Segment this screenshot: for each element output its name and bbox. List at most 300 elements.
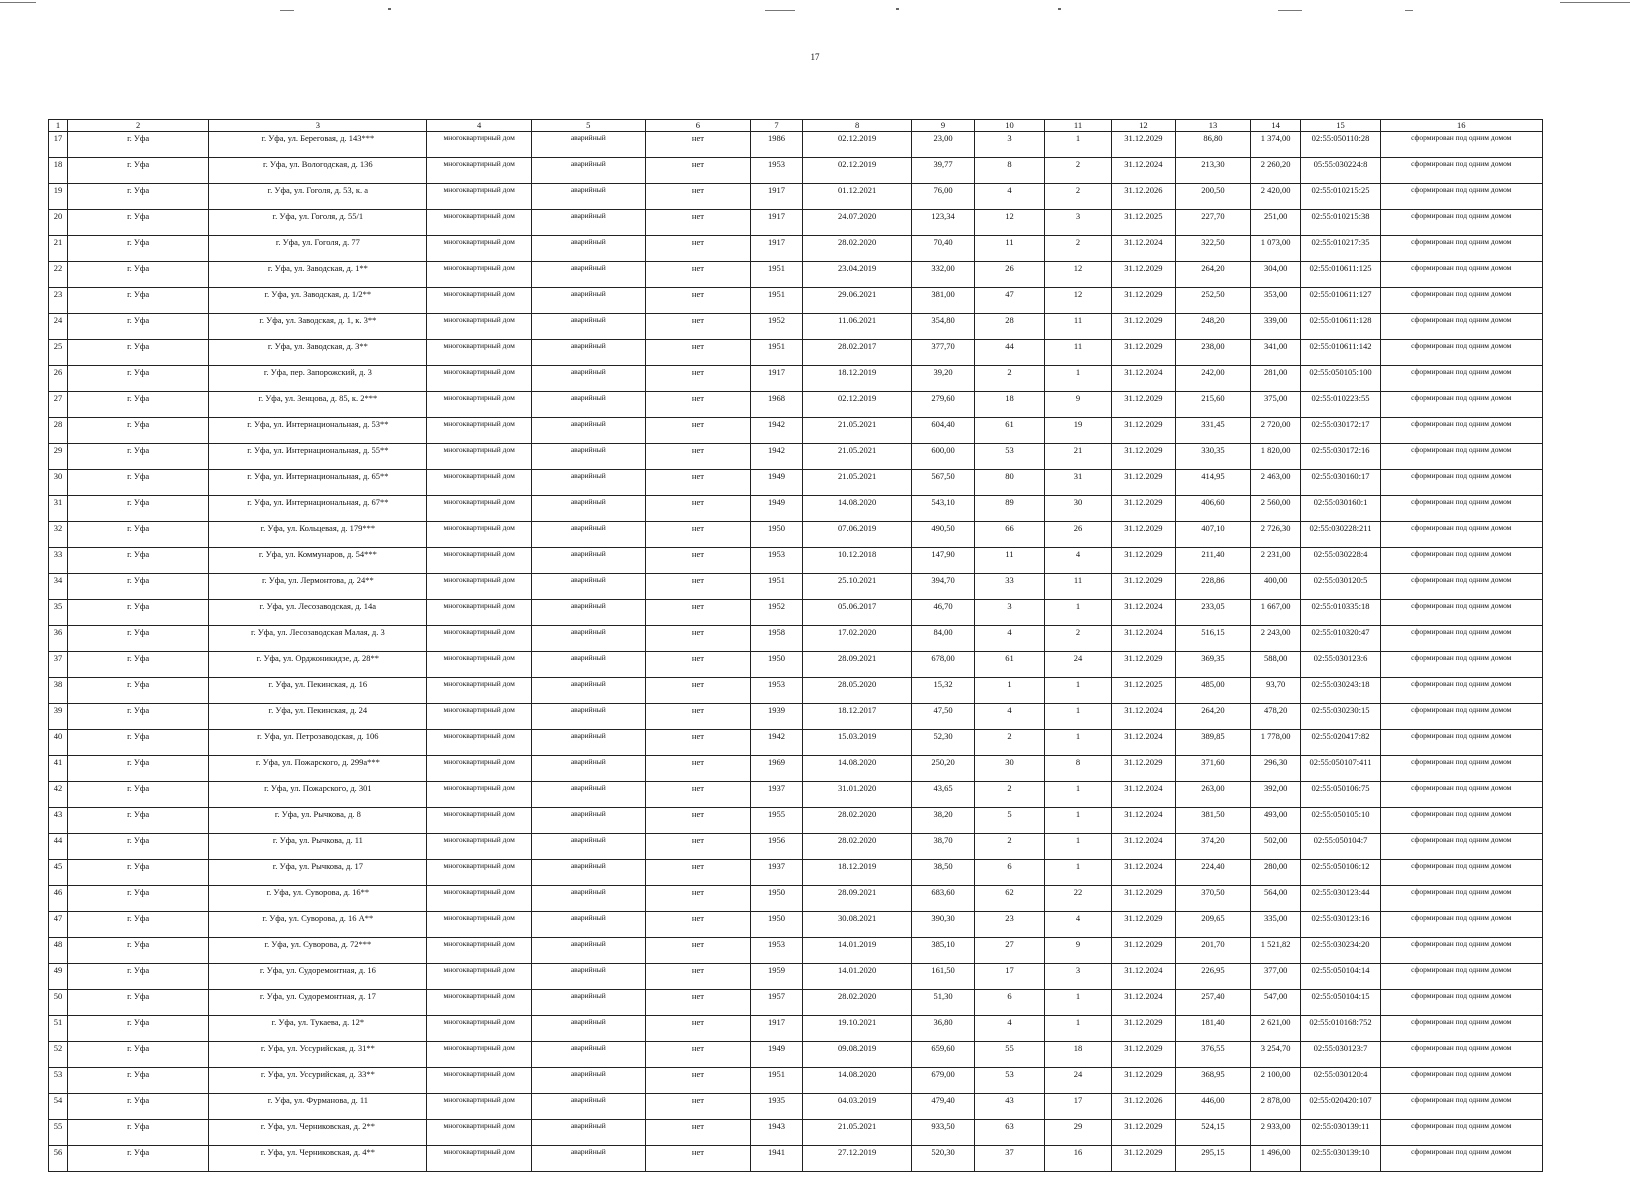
- cell-land-area: 2 726,30: [1250, 522, 1301, 548]
- cell-address: г. Уфа, пер. Запорожский, д. 3: [209, 366, 427, 392]
- cell-recognition-date: 02.12.2019: [802, 132, 912, 158]
- cell-row-number: 48: [49, 938, 68, 964]
- scan-artifact: [280, 10, 294, 11]
- cell-city: г. Уфа: [67, 470, 208, 496]
- cell-condition: аварийный: [531, 184, 645, 210]
- cell-area: 332,00: [912, 262, 974, 288]
- cell-address: г. Уфа, ул. Пекинская, д. 24: [209, 704, 427, 730]
- cell-row-number: 46: [49, 886, 68, 912]
- cell-city: г. Уфа: [67, 626, 208, 652]
- cell-recognition-date: 28.02.2020: [802, 236, 912, 262]
- cell-apartments: 1: [1045, 834, 1111, 860]
- cell-building-type: многоквартирный дом: [427, 1068, 531, 1094]
- cell-flag: нет: [645, 938, 750, 964]
- cell-flag: нет: [645, 1094, 750, 1120]
- cell-apartments: 12: [1045, 262, 1111, 288]
- cell-residents: 6: [974, 990, 1045, 1016]
- cell-flag: нет: [645, 548, 750, 574]
- cell-area: 377,70: [912, 340, 974, 366]
- cell-row-number: 24: [49, 314, 68, 340]
- cell-apartments: 2: [1045, 158, 1111, 184]
- cell-recognition-date: 04.03.2019: [802, 1094, 912, 1120]
- cell-apartments: 30: [1045, 496, 1111, 522]
- cell-row-number: 39: [49, 704, 68, 730]
- table-row: [49, 1120, 1543, 1146]
- cell-residents: 66: [974, 522, 1045, 548]
- cell-row-number: 33: [49, 548, 68, 574]
- cell-land-area: 2 621,00: [1250, 1016, 1301, 1042]
- cell-city: г. Уфа: [67, 418, 208, 444]
- cell-cost: 263,00: [1176, 782, 1251, 808]
- cell-land-area: 2 260,20: [1250, 158, 1301, 184]
- cell-recognition-date: 25.10.2021: [802, 574, 912, 600]
- cell-building-type: многоквартирный дом: [427, 496, 531, 522]
- cell-city: г. Уфа: [67, 834, 208, 860]
- table-row: [49, 704, 1543, 730]
- cell-building-type: многоквартирный дом: [427, 990, 531, 1016]
- cell-residents: 18: [974, 392, 1045, 418]
- cell-flag: нет: [645, 756, 750, 782]
- cell-cadastral-number: 02:55:030243:18: [1301, 678, 1380, 704]
- cell-apartments: 11: [1045, 574, 1111, 600]
- cell-cost: 227,70: [1176, 210, 1251, 236]
- cell-row-number: 53: [49, 1068, 68, 1094]
- cell-land-area: 2 878,00: [1250, 1094, 1301, 1120]
- cell-city: г. Уфа: [67, 1016, 208, 1042]
- cell-resettlement-deadline: 31.12.2029: [1111, 418, 1175, 444]
- cell-land-status: сформирован под одним домом: [1380, 522, 1542, 548]
- cell-resettlement-deadline: 31.12.2024: [1111, 236, 1175, 262]
- cell-recognition-date: 10.12.2018: [802, 548, 912, 574]
- cell-year-built: 1950: [751, 886, 803, 912]
- cell-row-number: 41: [49, 756, 68, 782]
- cell-recognition-date: 14.01.2019: [802, 938, 912, 964]
- cell-year-built: 1942: [751, 418, 803, 444]
- cell-flag: нет: [645, 470, 750, 496]
- scan-artifact: [1405, 10, 1413, 11]
- table-row: [49, 886, 1543, 912]
- table-row: [49, 262, 1543, 288]
- cell-cadastral-number: 02:55:030120:4: [1301, 1068, 1380, 1094]
- cell-land-status: сформирован под одним домом: [1380, 262, 1542, 288]
- cell-area: 38,50: [912, 860, 974, 886]
- cell-apartments: 4: [1045, 548, 1111, 574]
- cell-city: г. Уфа: [67, 1120, 208, 1146]
- cell-building-type: многоквартирный дом: [427, 600, 531, 626]
- cell-address: г. Уфа, ул. Вологодская, д. 136: [209, 158, 427, 184]
- cell-condition: аварийный: [531, 834, 645, 860]
- cell-city: г. Уфа: [67, 340, 208, 366]
- cell-resettlement-deadline: 31.12.2025: [1111, 210, 1175, 236]
- cell-land-area: 1 521,82: [1250, 938, 1301, 964]
- table-row: [49, 1016, 1543, 1042]
- cell-area: 520,30: [912, 1146, 974, 1172]
- cell-building-type: многоквартирный дом: [427, 886, 531, 912]
- cell-land-status: сформирован под одним домом: [1380, 366, 1542, 392]
- cell-apartments: 1: [1045, 730, 1111, 756]
- table-row: [49, 470, 1543, 496]
- cell-condition: аварийный: [531, 236, 645, 262]
- scan-artifact: [388, 8, 391, 10]
- cell-row-number: 26: [49, 366, 68, 392]
- cell-year-built: 1943: [751, 1120, 803, 1146]
- cell-land-area: 1 778,00: [1250, 730, 1301, 756]
- cell-recognition-date: 21.05.2021: [802, 1120, 912, 1146]
- cell-land-area: 400,00: [1250, 574, 1301, 600]
- cell-building-type: многоквартирный дом: [427, 756, 531, 782]
- cell-flag: нет: [645, 964, 750, 990]
- cell-recognition-date: 05.06.2017: [802, 600, 912, 626]
- cell-address: г. Уфа, ул. Кольцевая, д. 179***: [209, 522, 427, 548]
- cell-resettlement-deadline: 31.12.2029: [1111, 132, 1175, 158]
- cell-flag: нет: [645, 314, 750, 340]
- cell-condition: аварийный: [531, 340, 645, 366]
- cell-year-built: 1951: [751, 288, 803, 314]
- cell-cadastral-number: 02:55:030172:17: [1301, 418, 1380, 444]
- cell-resettlement-deadline: 31.12.2029: [1111, 1042, 1175, 1068]
- column-header: 2: [67, 120, 208, 132]
- cell-land-status: сформирован под одним домом: [1380, 418, 1542, 444]
- cell-land-status: сформирован под одним домом: [1380, 808, 1542, 834]
- cell-condition: аварийный: [531, 444, 645, 470]
- cell-building-type: многоквартирный дом: [427, 288, 531, 314]
- cell-cost: 228,86: [1176, 574, 1251, 600]
- cell-resettlement-deadline: 31.12.2029: [1111, 652, 1175, 678]
- cell-resettlement-deadline: 31.12.2029: [1111, 522, 1175, 548]
- cell-recognition-date: 28.09.2021: [802, 886, 912, 912]
- table-row: [49, 236, 1543, 262]
- cell-residents: 3: [974, 600, 1045, 626]
- cell-cost: 376,55: [1176, 1042, 1251, 1068]
- cell-apartments: 24: [1045, 652, 1111, 678]
- table-header: [49, 120, 1543, 132]
- cell-resettlement-deadline: 31.12.2029: [1111, 262, 1175, 288]
- cell-residents: 61: [974, 652, 1045, 678]
- cell-row-number: 30: [49, 470, 68, 496]
- cell-residents: 8: [974, 158, 1045, 184]
- cell-land-status: сформирован под одним домом: [1380, 1042, 1542, 1068]
- table-row: [49, 1094, 1543, 1120]
- cell-cadastral-number: 02:55:010215:38: [1301, 210, 1380, 236]
- cell-cadastral-number: 02:55:050110:28: [1301, 132, 1380, 158]
- cell-area: 279,60: [912, 392, 974, 418]
- cell-apartments: 9: [1045, 938, 1111, 964]
- cell-cost: 369,35: [1176, 652, 1251, 678]
- cell-cadastral-number: 02:55:030120:5: [1301, 574, 1380, 600]
- cell-city: г. Уфа: [67, 756, 208, 782]
- cell-cost: 181,40: [1176, 1016, 1251, 1042]
- cell-building-type: многоквартирный дом: [427, 548, 531, 574]
- cell-land-status: сформирован под одним домом: [1380, 444, 1542, 470]
- cell-condition: аварийный: [531, 132, 645, 158]
- cell-building-type: многоквартирный дом: [427, 938, 531, 964]
- scan-artifact: [1278, 10, 1302, 11]
- cell-land-area: 304,00: [1250, 262, 1301, 288]
- cell-land-status: сформирован под одним домом: [1380, 470, 1542, 496]
- cell-year-built: 1952: [751, 314, 803, 340]
- cell-condition: аварийный: [531, 470, 645, 496]
- cell-address: г. Уфа, ул. Черниковская, д. 4**: [209, 1146, 427, 1172]
- cell-area: 43,65: [912, 782, 974, 808]
- cell-building-type: многоквартирный дом: [427, 366, 531, 392]
- cell-recognition-date: 28.09.2021: [802, 652, 912, 678]
- cell-recognition-date: 27.12.2019: [802, 1146, 912, 1172]
- column-header: 13: [1176, 120, 1251, 132]
- cell-building-type: многоквартирный дом: [427, 834, 531, 860]
- cell-condition: аварийный: [531, 782, 645, 808]
- cell-flag: нет: [645, 782, 750, 808]
- table-row: [49, 782, 1543, 808]
- cell-condition: аварийный: [531, 1042, 645, 1068]
- cell-city: г. Уфа: [67, 444, 208, 470]
- cell-condition: аварийный: [531, 678, 645, 704]
- cell-cost: 264,20: [1176, 262, 1251, 288]
- cell-cadastral-number: 02:55:010320:47: [1301, 626, 1380, 652]
- cell-cadastral-number: 02:55:010611:128: [1301, 314, 1380, 340]
- cell-flag: нет: [645, 808, 750, 834]
- cell-residents: 6: [974, 860, 1045, 886]
- cell-building-type: многоквартирный дом: [427, 418, 531, 444]
- cell-flag: нет: [645, 652, 750, 678]
- cell-resettlement-deadline: 31.12.2024: [1111, 730, 1175, 756]
- table-row: [49, 340, 1543, 366]
- cell-condition: аварийный: [531, 314, 645, 340]
- cell-row-number: 29: [49, 444, 68, 470]
- cell-condition: аварийный: [531, 1016, 645, 1042]
- cell-city: г. Уфа: [67, 1068, 208, 1094]
- cell-address: г. Уфа, ул. Лермонтова, д. 24**: [209, 574, 427, 600]
- cell-recognition-date: 24.07.2020: [802, 210, 912, 236]
- cell-row-number: 31: [49, 496, 68, 522]
- cell-residents: 53: [974, 1068, 1045, 1094]
- cell-land-status: сформирован под одним домом: [1380, 938, 1542, 964]
- cell-flag: нет: [645, 1042, 750, 1068]
- cell-area: 381,00: [912, 288, 974, 314]
- cell-land-status: сформирован под одним домом: [1380, 912, 1542, 938]
- cell-condition: аварийный: [531, 808, 645, 834]
- cell-building-type: многоквартирный дом: [427, 158, 531, 184]
- cell-land-status: сформирован под одним домом: [1380, 548, 1542, 574]
- cell-address: г. Уфа, ул. Пожарского, д. 301: [209, 782, 427, 808]
- cell-residents: 2: [974, 730, 1045, 756]
- cell-building-type: многоквартирный дом: [427, 652, 531, 678]
- table-row: [49, 366, 1543, 392]
- cell-residents: 61: [974, 418, 1045, 444]
- cell-residents: 44: [974, 340, 1045, 366]
- cell-recognition-date: 28.02.2020: [802, 808, 912, 834]
- cell-flag: нет: [645, 496, 750, 522]
- cell-flag: нет: [645, 1016, 750, 1042]
- cell-building-type: многоквартирный дом: [427, 314, 531, 340]
- cell-cadastral-number: 02:55:050105:100: [1301, 366, 1380, 392]
- cell-building-type: многоквартирный дом: [427, 626, 531, 652]
- cell-year-built: 1968: [751, 392, 803, 418]
- cell-land-status: сформирован под одним домом: [1380, 340, 1542, 366]
- cell-city: г. Уфа: [67, 912, 208, 938]
- cell-land-status: сформирован под одним домом: [1380, 990, 1542, 1016]
- cell-resettlement-deadline: 31.12.2029: [1111, 1120, 1175, 1146]
- cell-condition: аварийный: [531, 1094, 645, 1120]
- cell-cost: 406,60: [1176, 496, 1251, 522]
- cell-land-status: сформирован под одним домом: [1380, 600, 1542, 626]
- cell-building-type: многоквартирный дом: [427, 1146, 531, 1172]
- cell-land-status: сформирован под одним домом: [1380, 678, 1542, 704]
- table-row: [49, 678, 1543, 704]
- cell-land-area: 251,00: [1250, 210, 1301, 236]
- cell-row-number: 18: [49, 158, 68, 184]
- cell-condition: аварийный: [531, 418, 645, 444]
- cell-cost: 248,20: [1176, 314, 1251, 340]
- cell-condition: аварийный: [531, 938, 645, 964]
- cell-resettlement-deadline: 31.12.2024: [1111, 704, 1175, 730]
- cell-address: г. Уфа, ул. Пекинская, д. 16: [209, 678, 427, 704]
- cell-land-status: сформирован под одним домом: [1380, 236, 1542, 262]
- cell-city: г. Уфа: [67, 600, 208, 626]
- cell-resettlement-deadline: 31.12.2024: [1111, 860, 1175, 886]
- cell-city: г. Уфа: [67, 548, 208, 574]
- cell-condition: аварийный: [531, 886, 645, 912]
- cell-land-area: 280,00: [1250, 860, 1301, 886]
- cell-land-area: 3 254,70: [1250, 1042, 1301, 1068]
- column-header: 6: [645, 120, 750, 132]
- column-header: 16: [1380, 120, 1542, 132]
- cell-area: 36,80: [912, 1016, 974, 1042]
- cell-area: 70,40: [912, 236, 974, 262]
- cell-city: г. Уфа: [67, 522, 208, 548]
- cell-condition: аварийный: [531, 366, 645, 392]
- table-row: [49, 132, 1543, 158]
- cell-year-built: 1957: [751, 990, 803, 1016]
- cell-row-number: 17: [49, 132, 68, 158]
- cell-flag: нет: [645, 262, 750, 288]
- cell-cost: 330,35: [1176, 444, 1251, 470]
- cell-apartments: 31: [1045, 470, 1111, 496]
- cell-building-type: многоквартирный дом: [427, 522, 531, 548]
- cell-flag: нет: [645, 1146, 750, 1172]
- cell-building-type: многоквартирный дом: [427, 236, 531, 262]
- cell-land-area: 1 374,00: [1250, 132, 1301, 158]
- cell-cost: 485,00: [1176, 678, 1251, 704]
- cell-cadastral-number: 02:55:020417:82: [1301, 730, 1380, 756]
- cell-flag: нет: [645, 1068, 750, 1094]
- cell-cost: 371,60: [1176, 756, 1251, 782]
- cell-area: 38,20: [912, 808, 974, 834]
- cell-resettlement-deadline: 31.12.2029: [1111, 444, 1175, 470]
- cell-year-built: 1953: [751, 158, 803, 184]
- cell-area: 479,40: [912, 1094, 974, 1120]
- cell-address: г. Уфа, ул. Заводская, д. 1**: [209, 262, 427, 288]
- cell-cost: 252,50: [1176, 288, 1251, 314]
- cell-area: 123,34: [912, 210, 974, 236]
- cell-area: 683,60: [912, 886, 974, 912]
- cell-condition: аварийный: [531, 522, 645, 548]
- cell-year-built: 1986: [751, 132, 803, 158]
- cell-address: г. Уфа, ул. Петрозаводская, д. 106: [209, 730, 427, 756]
- scan-artifact: [1560, 2, 1630, 3]
- cell-year-built: 1969: [751, 756, 803, 782]
- cell-flag: нет: [645, 184, 750, 210]
- cell-city: г. Уфа: [67, 366, 208, 392]
- cell-year-built: 1959: [751, 964, 803, 990]
- cell-cost: 224,40: [1176, 860, 1251, 886]
- cell-area: 76,00: [912, 184, 974, 210]
- cell-apartments: 1: [1045, 600, 1111, 626]
- cell-area: 490,50: [912, 522, 974, 548]
- cell-flag: нет: [645, 522, 750, 548]
- cell-flag: нет: [645, 418, 750, 444]
- cell-year-built: 1917: [751, 210, 803, 236]
- cell-row-number: 27: [49, 392, 68, 418]
- cell-address: г. Уфа, ул. Интернациональная, д. 55**: [209, 444, 427, 470]
- cell-year-built: 1953: [751, 678, 803, 704]
- column-header: 7: [751, 120, 803, 132]
- cell-apartments: 2: [1045, 184, 1111, 210]
- cell-land-status: сформирован под одним домом: [1380, 392, 1542, 418]
- cell-city: г. Уфа: [67, 1042, 208, 1068]
- cell-address: г. Уфа, ул. Интернациональная, д. 65**: [209, 470, 427, 496]
- column-header: 11: [1045, 120, 1111, 132]
- header-row: [49, 120, 1543, 132]
- cell-apartments: 9: [1045, 392, 1111, 418]
- cell-area: 52,30: [912, 730, 974, 756]
- cell-resettlement-deadline: 31.12.2029: [1111, 496, 1175, 522]
- cell-cadastral-number: 02:55:010215:25: [1301, 184, 1380, 210]
- cell-residents: 3: [974, 132, 1045, 158]
- cell-area: 600,00: [912, 444, 974, 470]
- cell-resettlement-deadline: 31.12.2029: [1111, 756, 1175, 782]
- cell-land-status: сформирован под одним домом: [1380, 782, 1542, 808]
- table-row: [49, 860, 1543, 886]
- cell-flag: нет: [645, 444, 750, 470]
- cell-city: г. Уфа: [67, 730, 208, 756]
- cell-condition: аварийный: [531, 730, 645, 756]
- column-header: 4: [427, 120, 531, 132]
- cell-recognition-date: 01.12.2021: [802, 184, 912, 210]
- cell-land-status: сформирован под одним домом: [1380, 1016, 1542, 1042]
- cell-condition: аварийный: [531, 600, 645, 626]
- table-row: [49, 730, 1543, 756]
- cell-building-type: многоквартирный дом: [427, 444, 531, 470]
- cell-resettlement-deadline: 31.12.2029: [1111, 886, 1175, 912]
- cell-condition: аварийный: [531, 496, 645, 522]
- cell-cadastral-number: 02:55:030139:10: [1301, 1146, 1380, 1172]
- cell-land-area: 588,00: [1250, 652, 1301, 678]
- cell-city: г. Уфа: [67, 964, 208, 990]
- cell-row-number: 25: [49, 340, 68, 366]
- cell-flag: нет: [645, 990, 750, 1016]
- cell-residents: 30: [974, 756, 1045, 782]
- cell-land-status: сформирован под одним домом: [1380, 1146, 1542, 1172]
- cell-building-type: многоквартирный дом: [427, 730, 531, 756]
- cell-land-area: 2 933,00: [1250, 1120, 1301, 1146]
- cell-cost: 213,30: [1176, 158, 1251, 184]
- cell-address: г. Уфа, ул. Коммунаров, д. 54***: [209, 548, 427, 574]
- cell-city: г. Уфа: [67, 288, 208, 314]
- cell-recognition-date: 02.12.2019: [802, 158, 912, 184]
- cell-cost: 446,00: [1176, 1094, 1251, 1120]
- cell-row-number: 49: [49, 964, 68, 990]
- table-row: [49, 392, 1543, 418]
- cell-resettlement-deadline: 31.12.2024: [1111, 964, 1175, 990]
- cell-row-number: 38: [49, 678, 68, 704]
- cell-condition: аварийный: [531, 912, 645, 938]
- cell-land-status: сформирован под одним домом: [1380, 756, 1542, 782]
- cell-cost: 381,50: [1176, 808, 1251, 834]
- cell-year-built: 1951: [751, 340, 803, 366]
- cell-land-area: 93,70: [1250, 678, 1301, 704]
- cell-cost: 524,15: [1176, 1120, 1251, 1146]
- cell-condition: аварийный: [531, 652, 645, 678]
